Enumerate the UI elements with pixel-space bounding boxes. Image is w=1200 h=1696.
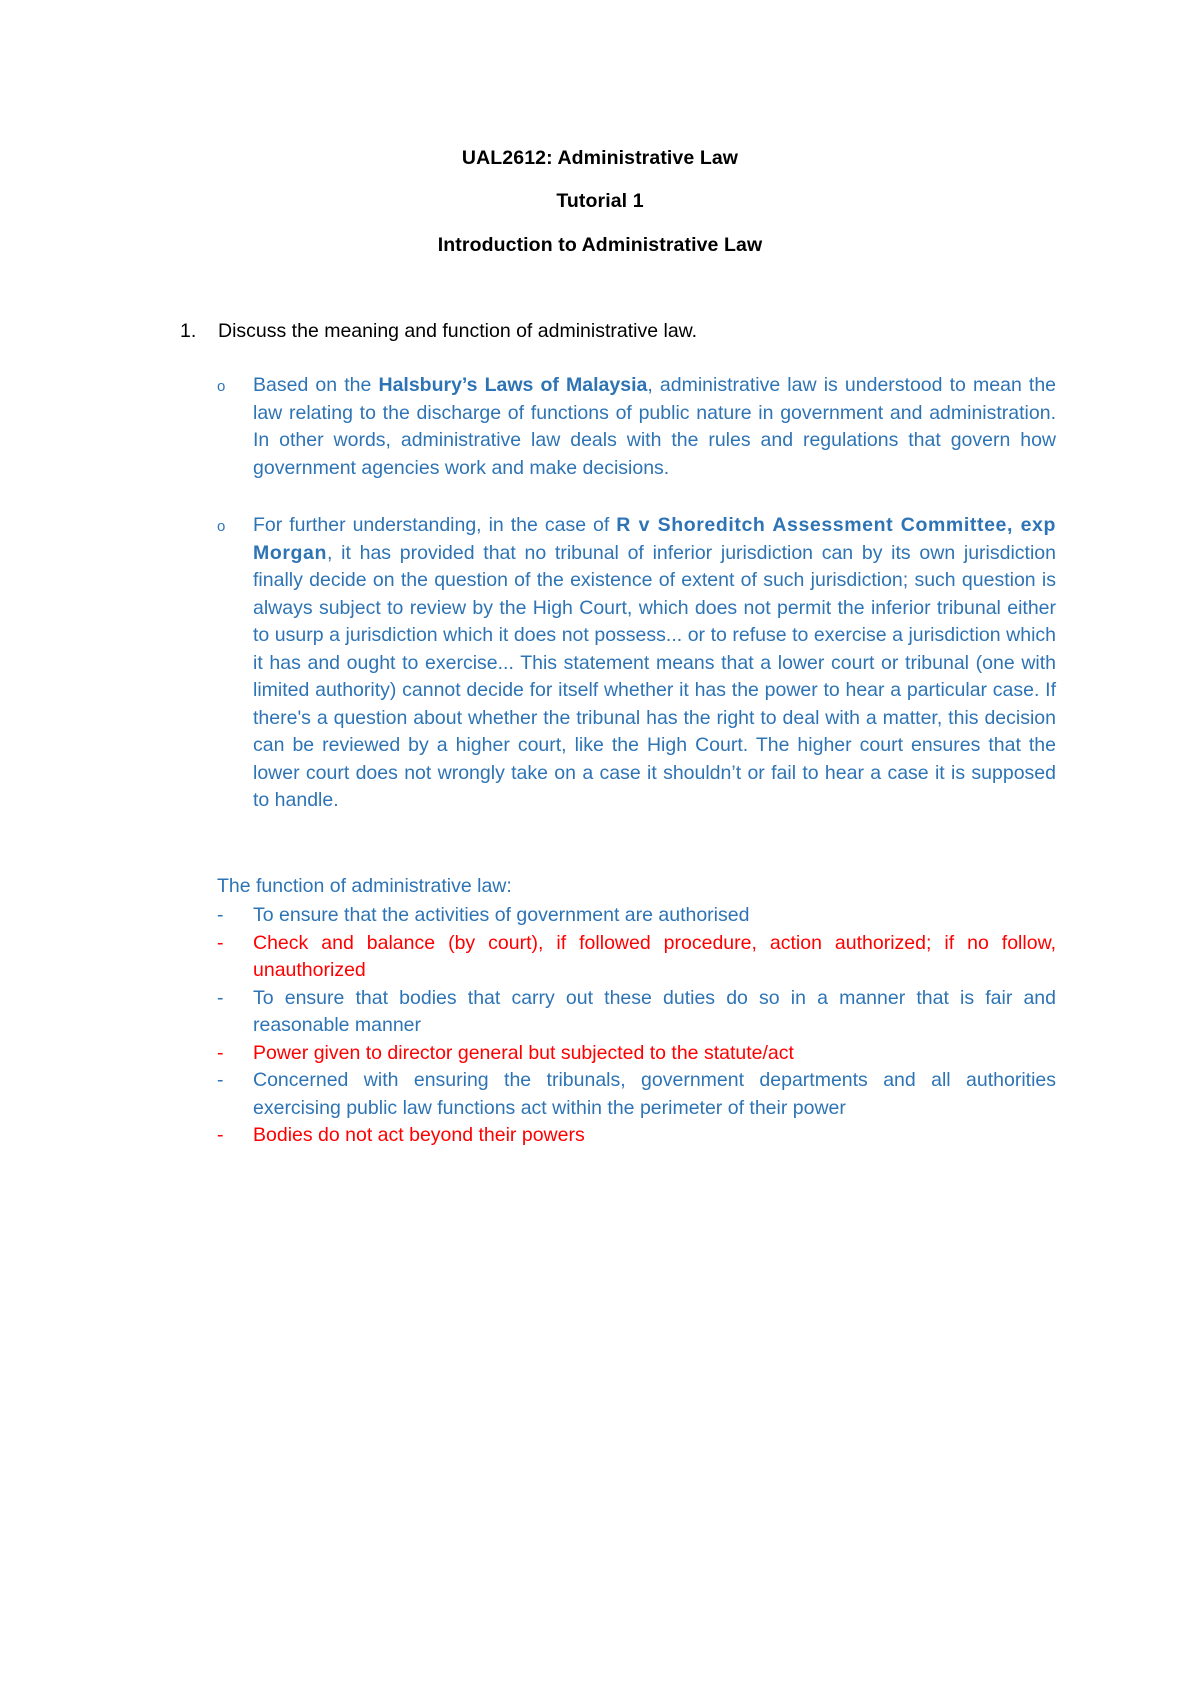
course-title: UAL2612: Administrative Law (461, 147, 739, 169)
bullet-text-pre: Based on the (253, 374, 379, 396)
question-number: 1. (180, 320, 197, 342)
bullet-halsbury (217, 372, 1057, 482)
circle-bullet-icon: o (217, 378, 226, 395)
dash-bullet-icon: - (217, 1041, 224, 1064)
bullet-case (217, 512, 1056, 815)
list-item (217, 1040, 1056, 1068)
bullet-text-post: , it has provided that no tribunal of inferior jurisdiction can by its own jurisdiction finally decide on the question of the existence of extent of such jurisdiction; such question is always subject to review by the High Court, which does not permit the inferior tribunal either to usurp a jurisdiction which it does not possess... or to refuse to exercise a jurisdiction which it has and ought to exercise... This statement means that a lower court or tribunal (one with limited authority) cannot decide for itself whether it has the power to hear a particular case. If there's a question about whether the tribunal has the right to deal with a matter, this decision can be reviewed by a higher court, like the High Court. The higher court ensures that the lower court does not wrongly take on a case it shouldn’t or fail to hear a case it is supposed to handle. (253, 541, 1056, 811)
question-1 (180, 320, 697, 343)
list-item-text: To ensure that bodies that carry out these duties do so in a manner that is fair and reasonable manner (253, 986, 1056, 1036)
list-item-text: Concerned with ensuring the tribunals, government departments and all authorities exercising public law functions act within the perimeter of their power (253, 1069, 1056, 1119)
list-item (217, 1067, 1056, 1122)
topic-title: Introduction to Administrative Law (437, 234, 763, 256)
list-item-text: To ensure that the activities of government are authorised (253, 904, 750, 926)
list-item (217, 930, 1056, 985)
list-item (217, 985, 1056, 1040)
list-item (217, 1122, 1056, 1150)
dash-bullet-icon: - (217, 904, 224, 926)
bullet-text-post: , administrative law is understood to mean the law relating to the discharge of functions of public nature in government and administration. In other words, administrative law deals with the rules and regulations that govern how government agencies work and make decisions. (253, 374, 1057, 479)
dash-bullet-icon: - (217, 931, 224, 954)
function-heading: The function of administrative law: (217, 875, 512, 897)
case-name: R v Shoreditch Assessment Committee, exp Morgan (253, 514, 1056, 564)
list-item-text: Check and balance (by court), if followed procedure, action authorized; if no follow, unauthorized (253, 931, 1056, 981)
list-item-text: Bodies do not act beyond their powers (253, 1124, 585, 1146)
source-name: Halsbury’s Laws of Malaysia (378, 374, 648, 396)
dash-bullet-icon: - (217, 1124, 224, 1146)
list-item-text: Power given to director general but subjected to the statute/act (253, 1041, 794, 1064)
list-item (217, 902, 1056, 930)
dash-bullet-icon: - (217, 1069, 224, 1091)
circle-bullet-icon: o (217, 518, 226, 535)
function-list (217, 902, 1056, 1150)
bullet-text-pre: For further understanding, in the case of (253, 514, 617, 536)
tutorial-title: Tutorial 1 (556, 190, 644, 212)
dash-bullet-icon: - (217, 986, 224, 1009)
question-text: Discuss the meaning and function of administrative law. (218, 320, 698, 342)
